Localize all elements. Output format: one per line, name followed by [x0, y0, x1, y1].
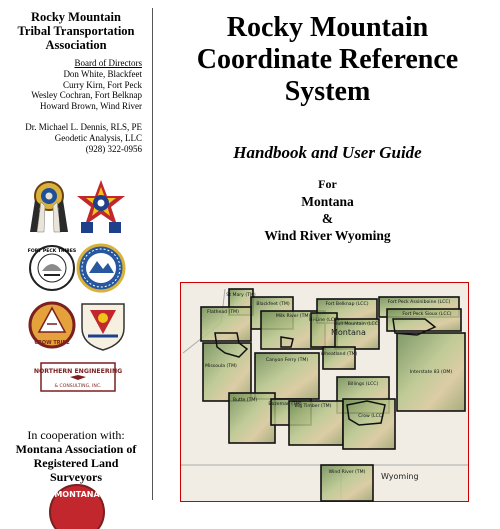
northern-engineering-sub: & CONSULTING, INC. [54, 384, 102, 389]
zone-label: Canyon Ferry (TM) [265, 358, 309, 363]
zone-map-svg [181, 283, 468, 501]
zone-map [180, 282, 469, 502]
org-line-2: Tribal Transportation [17, 24, 135, 38]
board-of-directors [31, 58, 142, 112]
sidebar-divider [152, 8, 153, 500]
contact-info [25, 122, 142, 154]
zone-label: Bozeman (TM) [268, 402, 302, 407]
crow-tribe-text: CROW TRIBE [34, 340, 70, 346]
crow-tribe-seal [27, 300, 77, 350]
star-quilt-logo [73, 178, 129, 234]
zone-label: Flathead (TM) [207, 310, 239, 315]
contact-name: Dr. Michael L. Dennis, RLS, PE [25, 122, 142, 132]
zone-label: Fort Peck Sioux (LCC) [402, 312, 452, 317]
coverage-area [155, 176, 500, 244]
montana-label: Montana [331, 328, 366, 337]
coverage-state-2: Wind River Wyoming [264, 228, 391, 243]
zone-label: Billings (LCC) [347, 382, 379, 387]
wyoming-label: Wyoming [381, 472, 419, 481]
coop-org-line-3: Surveyors [50, 470, 102, 484]
zone-wheatland [323, 347, 355, 369]
zone-label: Blackfeet (TM) [256, 302, 290, 307]
zone-label: Hi-Line (LCC) [309, 318, 339, 323]
zone-label: St Mary (TM) [226, 293, 256, 298]
organization-name [0, 10, 152, 52]
zone-label: Butte (TM) [232, 398, 258, 403]
zone-label: Fort Peck Assiniboine (LCC) [387, 300, 451, 305]
coop-org-line-2: Registered Land [33, 456, 119, 470]
northern-engineering-logo [33, 362, 123, 392]
zone-label: Wind River (TM) [328, 470, 366, 475]
sidebar [0, 0, 152, 500]
fort-peck-ring-text: FORT PECK TRIBES [27, 249, 77, 254]
zone-label: Milk River (TM) [275, 314, 311, 319]
board-member: Curry Kirn, Fort Peck [63, 79, 142, 90]
zone-label: Interstate 83 (OM) [409, 370, 453, 375]
zone-label: Bull Mountain (LCC) [334, 322, 380, 327]
title-line-2: Coordinate Reference [196, 44, 459, 75]
coop-org-line-1: Montana Association of [15, 442, 137, 456]
coverage-ampersand: & [321, 211, 334, 226]
zone-label: Missoula (TM) [205, 364, 237, 369]
for-label: For [318, 177, 337, 191]
feathers-logo [26, 178, 72, 234]
zone-label: Crow (LCC) [358, 414, 384, 419]
coverage-state-1: Montana [301, 194, 354, 209]
blue-tribal-seal [76, 243, 126, 293]
fort-peck-tribes-seal [28, 243, 76, 293]
shield-feather-seal [78, 298, 128, 352]
page-title [155, 12, 500, 108]
org-line-1: Rocky Mountain [31, 10, 121, 24]
title-line-1: Rocky Mountain [226, 12, 429, 43]
board-heading: Board of Directors [74, 58, 142, 68]
cooperation-note [0, 428, 152, 484]
board-member: Wesley Cochran, Fort Belknap [31, 90, 142, 101]
mals-seal [42, 484, 112, 500]
page-subtitle: Handbook and User Guide [233, 143, 422, 162]
board-member: Howard Brown, Wind River [40, 101, 142, 112]
zone-label: Fort Belknap (LCC) [325, 302, 369, 307]
board-member: Don White, Blackfeet [63, 68, 142, 79]
mals-seal-text: MONTANA [54, 490, 100, 499]
org-line-3: Association [45, 38, 107, 52]
coop-intro: In cooperation with: [27, 428, 125, 442]
title-line-3: System [284, 76, 371, 107]
contact-phone: (928) 322-0956 [85, 143, 142, 154]
contact-company: Geodetic Analysis, LLC [54, 132, 142, 143]
zone-label: Big Timber (TM) [294, 404, 332, 409]
northern-engineering-name: NORTHERN ENGINEERING [33, 368, 123, 375]
zone-label: Wheatland (TM) [320, 352, 358, 357]
